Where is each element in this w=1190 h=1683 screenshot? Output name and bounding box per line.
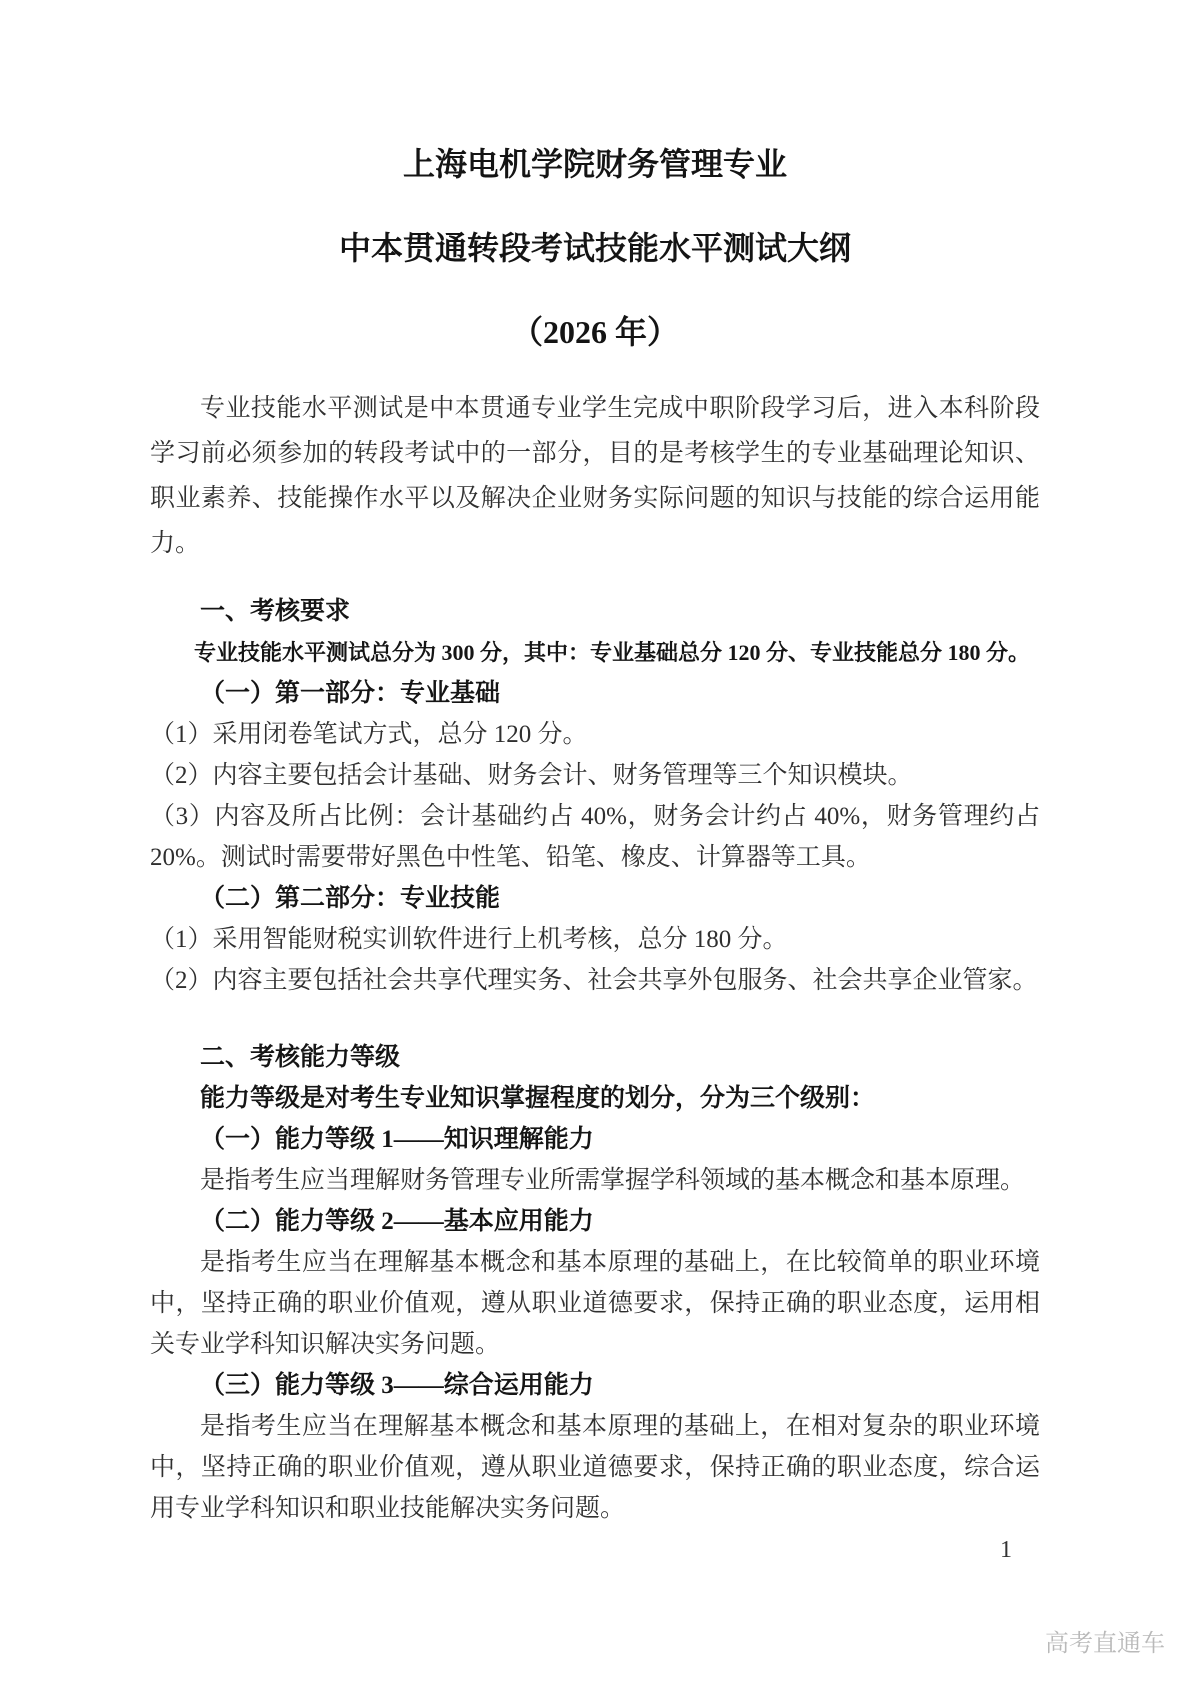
document-title-year: （2026 年） [510, 314, 679, 350]
level-2-body: 是指考生应当在理解基本概念和基本原理的基础上，在比较简单的职业环境中，坚持正确的职业价值观，遵从职业道德要求，保持正确的职业态度，运用相关专业学科知识解决实务问题。 [150, 1249, 1040, 1358]
section-assessment-requirements [150, 591, 1040, 1001]
part-1-item-1: （1）采用闭卷笔试方式，总分 120 分。 [150, 721, 588, 748]
level-3-body: 是指考生应当在理解基本概念和基本原理的基础上，在相对复杂的职业环境中，坚持正确的职业价值观，遵从职业道德要求，保持正确的职业态度，综合运用专业学科知识和职业技能解决实务问题。 [150, 1413, 1040, 1522]
watermark-gaokao-zhitongche: 高考直通车 [1045, 1630, 1165, 1657]
part-1-heading: （一）第一部分：专业基础 [200, 680, 501, 707]
section-2-lead: 能力等级是对考生专业知识掌握程度的划分，分为三个级别： [200, 1085, 876, 1112]
part-1-item-2: （2）内容主要包括会计基础、财务会计、财务管理等三个知识模块。 [150, 762, 913, 789]
level-1-heading: （一）能力等级 1——知识理解能力 [200, 1126, 594, 1153]
page-number: 1 [1000, 1537, 1012, 1563]
part-2-item-1: （1）采用智能财税实训软件进行上机考核，总分 180 分。 [150, 926, 788, 953]
part-2-item-2: （2）内容主要包括社会共享代理实务、社会共享外包服务、社会共享企业管家。 [150, 967, 1038, 994]
level-3-heading: （三）能力等级 3——综合运用能力 [200, 1372, 594, 1399]
level-2-heading: （二）能力等级 2——基本应用能力 [200, 1208, 594, 1235]
part-2-heading: （二）第二部分：专业技能 [200, 885, 501, 912]
section-ability-levels [150, 1037, 1040, 1529]
part-1-item-3: （3）内容及所占比例：会计基础约占 40%，财务会计约占 40%，财务管理约占 20%。测试时需要带好黑色中性笔、铅笔、橡皮、计算器等工具。 [150, 803, 1040, 871]
document-title-line-1: 上海电机学院财务管理专业 [402, 146, 787, 182]
level-1-body: 是指考生应当理解财务管理专业所需掌握学科领域的基本概念和基本原理。 [200, 1167, 1026, 1194]
section-1-lead: 专业技能水平测试总分为 300 分，其中：专业基础总分 120 分、专业技能总分 180 分。 [194, 640, 1031, 665]
document-title-line-2: 中本贯通转段考试技能水平测试大纲 [338, 230, 851, 266]
section-2-heading: 二、考核能力等级 [200, 1044, 401, 1071]
section-1-heading: 一、考核要求 [200, 598, 351, 625]
intro-paragraph: 专业技能水平测试是中本贯通专业学生完成中职阶段学习后，进入本科阶段学习前必须参加的转段考试中的一部分，目的是考核学生的专业基础理论知识、职业素养、技能操作水平以及解决企业财务实际问题的知识与技能的综合运用能力。 [150, 395, 1040, 557]
